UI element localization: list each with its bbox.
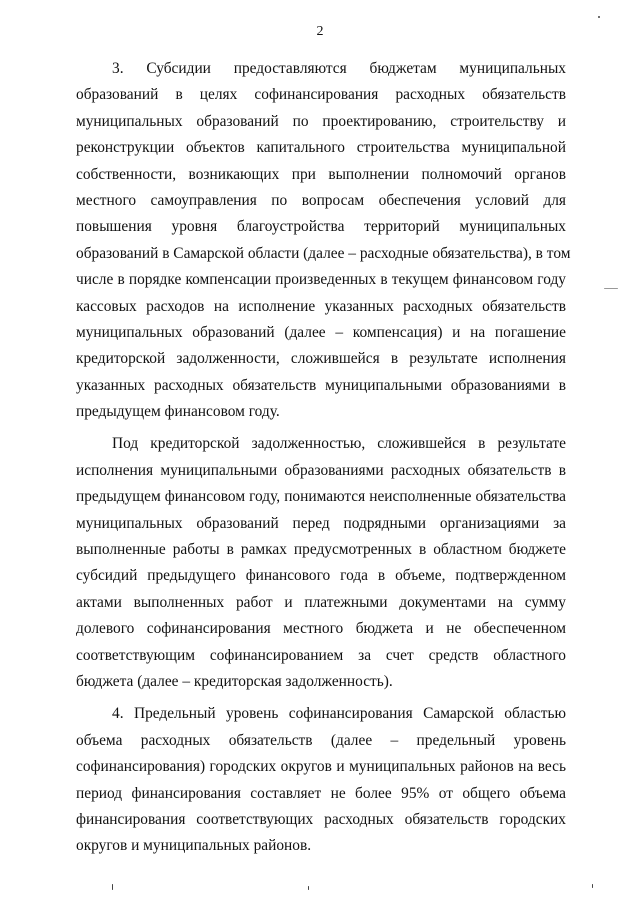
scan-speck — [604, 288, 618, 289]
document-body — [76, 56, 571, 860]
text-line: софинансирования) городских округов и муниципальных районов на весь — [76, 758, 566, 776]
text-line: собственности, возникающих при выполнении полномочий органов — [76, 165, 566, 183]
text-line: кассовых расходов на исполнение указанных расходных обязательств — [76, 297, 566, 315]
text-line: округов и муниципальных районов. — [76, 837, 312, 855]
paragraph-4 — [76, 701, 566, 859]
text-line: 4. Предельный уровень софинансирования Самарской областью — [112, 705, 566, 723]
text-line: предыдущем финансовом году, понимаются неисполненные обязательства — [76, 488, 566, 506]
text-line: соответствующим софинансированием за счет средств областного — [76, 646, 566, 664]
text-line: период финансирования составляет не более 95% от общего объема — [76, 784, 566, 802]
text-line: финансирования соответствующих расходных обязательств городских — [76, 810, 566, 828]
text-line: предыдущем финансовом году. — [76, 403, 280, 421]
text-line: актами выполненных работ и платежными документами на сумму — [76, 593, 566, 611]
text-line: числе в порядке компенсации произведенных в текущем финансовом году — [76, 271, 566, 289]
text-line: муниципальных образований по проектированию, строительству и — [76, 112, 566, 130]
text-line: реконструкции объектов капитального строительства муниципальной — [76, 139, 566, 157]
text-line: долевого софинансирования местного бюджета и не обеспеченном — [76, 620, 566, 638]
text-line: повышения уровня благоустройства территорий муниципальных — [76, 218, 566, 236]
page-number: 2 — [316, 24, 324, 39]
text-line: муниципальных образований (далее – компенсация) и на погашение — [76, 323, 566, 341]
text-line: местного самоуправления по вопросам обеспечения условий для — [76, 191, 566, 209]
text-line: объема расходных обязательств (далее – предельный уровень — [76, 731, 566, 749]
text-line: выполненные работы в рамках предусмотренных в областном бюджете — [76, 541, 566, 559]
paragraph-3 — [76, 56, 571, 425]
text-line: субсидий предыдущего финансового года в объеме, подтвержденном — [76, 567, 566, 585]
text-line: образований в Самарской области (далее – расходные обязательства), в том — [76, 244, 571, 262]
text-line: муниципальных образований перед подрядными организациями за — [76, 514, 566, 532]
text-line: бюджета (далее – кредиторская задолженность). — [76, 672, 393, 690]
text-line: исполнения муниципальными образованиями расходных обязательств в — [76, 461, 566, 479]
text-line: кредиторской задолженности, сложившейся в результате исполнения — [76, 350, 566, 368]
scan-speck — [598, 16, 600, 18]
scan-speck — [592, 884, 593, 888]
text-line: образований в целях софинансирования расходных обязательств — [76, 86, 566, 104]
paragraph-creditor-debt — [76, 431, 566, 695]
text-line: Под кредиторской задолженностью, сложившейся в результате — [112, 435, 566, 453]
text-line: 3. Субсидии предоставляются бюджетам муниципальных — [112, 60, 566, 77]
scan-speck — [308, 886, 309, 890]
text-line: указанных расходных обязательств муниципальными образованиями в — [76, 376, 566, 394]
scan-speck — [112, 884, 113, 890]
